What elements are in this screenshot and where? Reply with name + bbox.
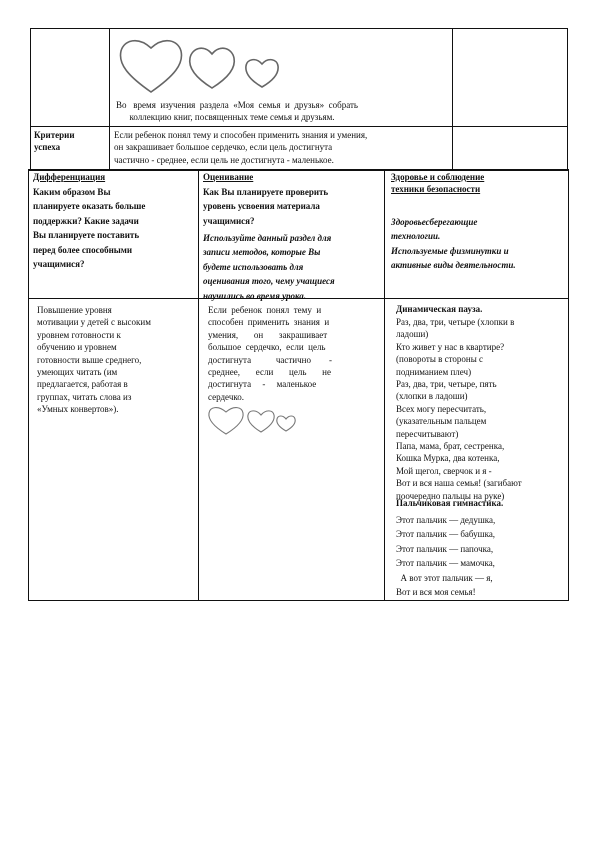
main-table-col2-divider (384, 169, 385, 601)
big-heart-icon (209, 408, 243, 434)
assessment-note: Используйте данный раздел для записи методов, которые Вы будете использовать для оценивания того, чему учащиеся научились во время урока. (203, 233, 335, 301)
small-heart-icon (246, 60, 278, 87)
big-heart-icon (120, 41, 181, 92)
main-table-border-left (28, 169, 29, 601)
hearts-illustration-top (118, 36, 288, 96)
assessment-title: Оценивание (203, 172, 254, 182)
top-table-col2-divider (452, 28, 453, 170)
hearts-illustration-assessment (207, 404, 297, 436)
finger-gymnastics-text: Этот пальчик — дедушка, Этот пальчик — бабушка, Этот пальчик — папочка, Этот пальчик — мамочка, А вот этот пальчик — я, Вот и вся моя семья! (396, 515, 496, 598)
main-table-border-right (568, 169, 569, 601)
health-note: Здоровьесберегающие технологии. Используемые физминутки и активные виды деятельности. (391, 217, 516, 271)
criteria-text: Если ребенок понял тему и способен применить знания и умения, он закрашивает большое сердечко, если цель достигнута частично - среднее, если цель не достигнута - маленькое. (114, 130, 368, 165)
top-table-border-top (30, 28, 568, 29)
small-heart-icon (277, 416, 295, 431)
differentiation-question: Каким образом Вы планируете оказать больше поддержки? Какие задачи Вы планируете поставить перед более способными учащимися? (33, 187, 146, 270)
differentiation-title: Дифференциация (33, 172, 106, 182)
finger-gymnastics-title: Пальчиковая гимнастика. (396, 498, 504, 508)
dynamic-pause-text: Раз, два, три, четыре (хлопки в ладоши) Кто живет у нас в квартире? (повороты в стороны с подниманием плеч) Раз, два, три, четыре, пять (хлопки в ладоши) Всех могу пересчитать, (указательным пальцем пересчитывают) Папа, мама, брат, сестренка, Кошка Мурка, два котенка, Мой щегол, сверчок и я - Вот и вся наша семья! (загибают поочередно пальцы на руке) (396, 317, 522, 501)
health-title: Здоровье и соблюдение техники безопасности (391, 172, 485, 195)
main-table-col1-divider (198, 169, 199, 601)
differentiation-text: Повышение уровня мотивации у детей с высоким уровнем готовности к обучению и уровнем готовности выше среднего, умеющих читать (им предлагается, работая в группах, читать слова из «Умных конвертов»). (37, 305, 151, 415)
criteria-label: Критерии успеха (34, 130, 75, 153)
medium-heart-icon (248, 411, 274, 432)
medium-heart-icon (190, 48, 235, 88)
top-table-col1-divider (109, 28, 110, 170)
top-table-row-divider (30, 126, 568, 127)
top-table-border-right (567, 28, 568, 170)
collection-text: Во время изучения раздела «Моя семья и друзья» собрать коллекцию книг, посвященных теме семья и друзьям. (116, 100, 358, 123)
dynamic-pause-title: Динамическая пауза. (396, 304, 483, 314)
main-table-border-bottom (28, 600, 569, 601)
assessment-question: Как Вы планируете проверить уровень усвоения материала учащимися? (203, 187, 329, 226)
top-table-border-left (30, 28, 31, 170)
assessment-text: Если ребенок понял тему и способен применить знания и умения, он закрашивает большое сердечко, если цель достигнута частично - среднее, если цель не достигнута - маленькое сердечко. (208, 305, 332, 402)
